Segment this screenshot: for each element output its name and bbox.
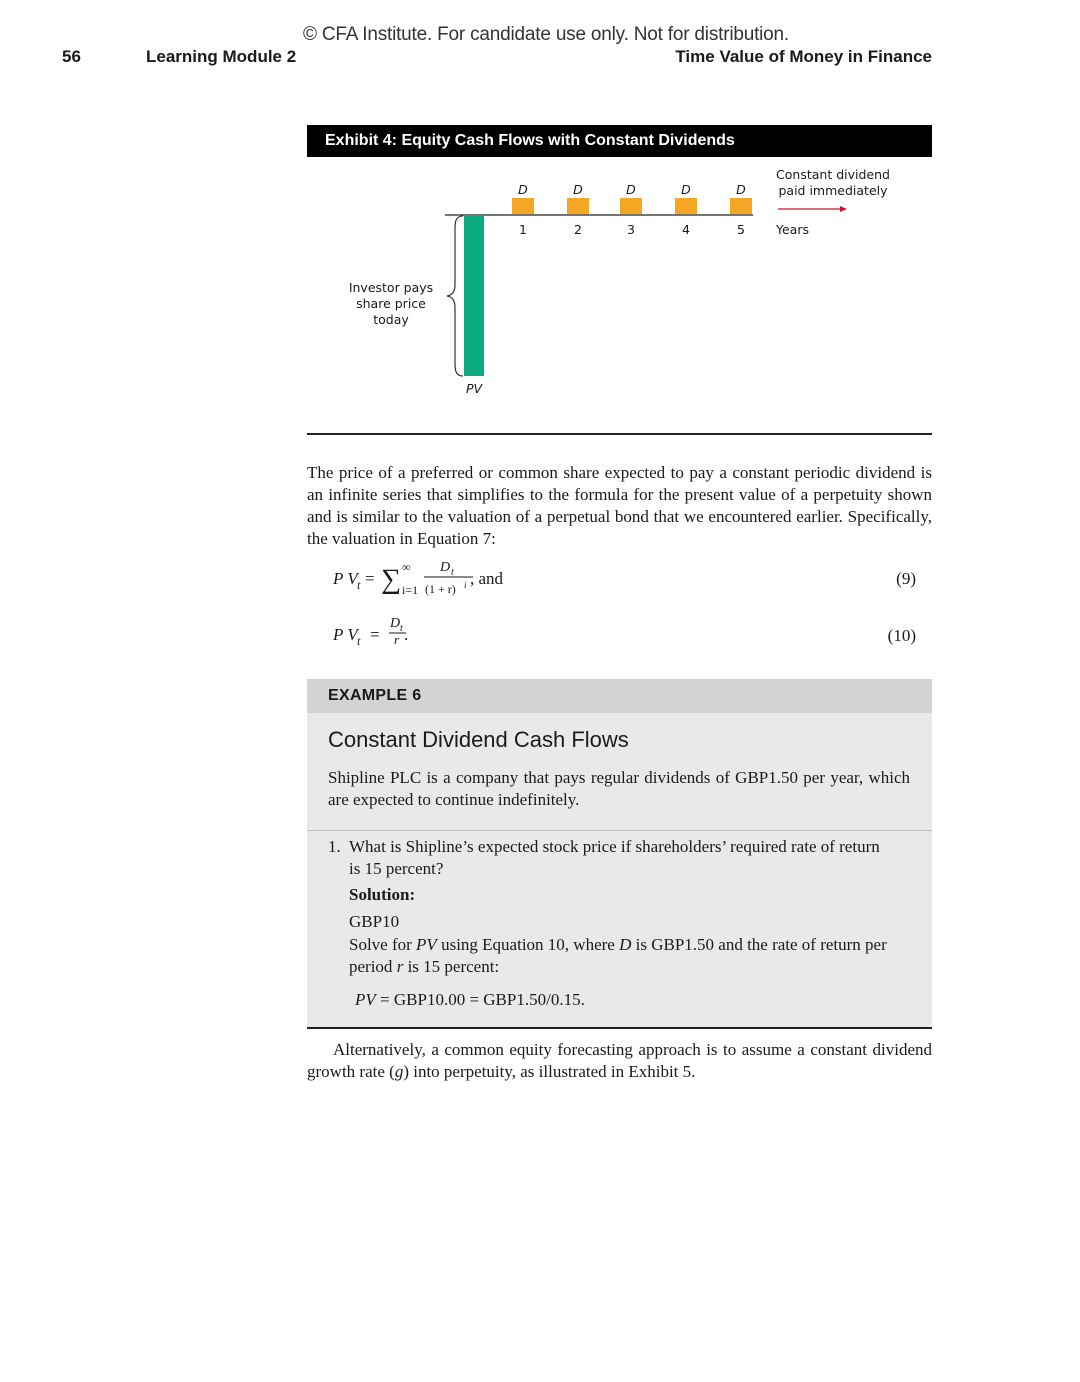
investor-label-line-3: today — [373, 312, 409, 327]
solution-equation-pv: PV — [355, 990, 376, 1009]
dividend-label-4: D — [681, 182, 691, 197]
solution-text-part: Solve for — [349, 935, 417, 954]
dividend-label-2: D — [573, 182, 583, 197]
eq9-denominator: (1 + r) — [425, 582, 456, 596]
dividend-box-5 — [730, 198, 752, 214]
investor-label-line-1: Investor pays — [348, 280, 434, 295]
equation-10 — [330, 613, 450, 653]
dividend-box-2 — [567, 198, 589, 214]
copyright-notice: © CFA Institute. For candidate use only. Not for distribution. — [303, 24, 789, 45]
dividend-label-3: D — [626, 182, 636, 197]
period-label-1: 1 — [519, 222, 527, 237]
solution-r-symbol: r — [396, 957, 404, 976]
pv-bar — [464, 216, 484, 376]
example-bottom-rule — [307, 1027, 932, 1029]
annotation-line-1: Constant dividend — [776, 167, 890, 182]
solution-equation — [355, 990, 585, 1010]
period-label-4: 4 — [682, 222, 690, 237]
eq10-numerator: D — [390, 616, 401, 631]
solution-text-part: is GBP1.50 and the rate of return per period — [349, 935, 887, 976]
investor-label-line-2: share price — [356, 296, 426, 311]
module-label: Learning Module 2 — [146, 47, 297, 66]
dividend-box-1 — [512, 198, 534, 214]
question-number: 1. — [328, 837, 341, 856]
example-divider — [307, 830, 932, 831]
equation-9 — [330, 556, 530, 602]
dividend-label-5: D — [736, 182, 746, 197]
solution-equation-rest: = GBP10.00 = GBP1.50/0.15. — [375, 990, 585, 1009]
eq10-denominator: r — [394, 632, 400, 647]
eq9-lhs: P V — [333, 569, 358, 588]
pv-label: PV — [465, 381, 483, 396]
years-label: Years — [776, 222, 809, 237]
solution-d-symbol: D — [619, 935, 632, 954]
intro-paragraph: The price of a preferred or common share expected to pay a constant periodic dividend is an infinite series that simplifies to the formula for the present value of a perpetuity shown and is similar to the valuation of a perpetual bond that we encountered earlier. Specifically, the valuation in Equation 7: — [307, 463, 932, 548]
equation-9-number: (9) — [896, 569, 916, 588]
eq9-equals: = — [365, 569, 375, 588]
eq10-trailing: . — [404, 625, 409, 644]
dividend-label-1: D — [518, 182, 528, 197]
question-text: What is Shipline’s expected stock price if shareholders’ required rate of return is 15 percent? — [349, 837, 880, 878]
eq9-numerator-subscript: t — [451, 567, 454, 578]
eq9-sum-symbol: ∑ — [381, 564, 401, 595]
example-description: Shipline PLC is a company that pays regular dividends of GBP1.50 per year, which are expected to continue indefinitely. — [328, 768, 910, 809]
eq9-upper-limit: ∞ — [402, 560, 411, 574]
eq10-lhs-subscript: t — [357, 634, 361, 648]
eq10-numerator-subscript: t — [400, 623, 403, 634]
eq10-equals: = — [370, 625, 380, 644]
eq10-lhs: P V — [333, 625, 358, 644]
eq9-trailing: , and — [470, 569, 504, 588]
eq9-lower-limit: i=1 — [402, 583, 419, 597]
answer-value: GBP10 — [349, 912, 400, 931]
dividend-box-4 — [675, 198, 697, 214]
period-label-3: 3 — [627, 222, 635, 237]
solution-text-part: using Equation 10, where — [436, 935, 620, 954]
eq9-lhs-subscript: t — [357, 578, 361, 592]
closing-text-part: ) into perpetuity, as illustrated in Exhibit 5. — [403, 1062, 696, 1081]
solution-label: Solution: — [349, 885, 416, 904]
cash-flow-diagram — [307, 157, 932, 433]
arrow-icon — [778, 206, 847, 212]
eq9-denominator-exponent: i — [464, 580, 467, 590]
growth-rate-symbol: g — [394, 1062, 404, 1081]
running-title: Time Value of Money in Finance — [675, 47, 932, 66]
solution-text — [349, 934, 909, 978]
exhibit-bottom-rule — [307, 433, 932, 435]
closing-paragraph — [307, 1039, 932, 1083]
exhibit-title: Exhibit 4: Equity Cash Flows with Constant Dividends — [307, 125, 932, 157]
dividend-box-3 — [620, 198, 642, 214]
equation-10-number: (10) — [887, 626, 916, 645]
annotation-line-2: paid immediately — [778, 183, 888, 198]
solution-text-part: is 15 percent: — [403, 957, 500, 976]
example-title: Constant Dividend Cash Flows — [328, 727, 629, 752]
period-label-2: 2 — [574, 222, 582, 237]
closing-text-part: Alternatively, a common equity forecasting approach is to assume a constant dividend growth rate ( — [307, 1040, 932, 1081]
solution-pv-symbol: PV — [416, 935, 437, 954]
page-number: 56 — [62, 47, 81, 66]
period-label-5: 5 — [737, 222, 745, 237]
example-label: EXAMPLE 6 — [328, 687, 422, 704]
brace — [447, 216, 463, 376]
eq9-numerator: D — [440, 560, 451, 575]
